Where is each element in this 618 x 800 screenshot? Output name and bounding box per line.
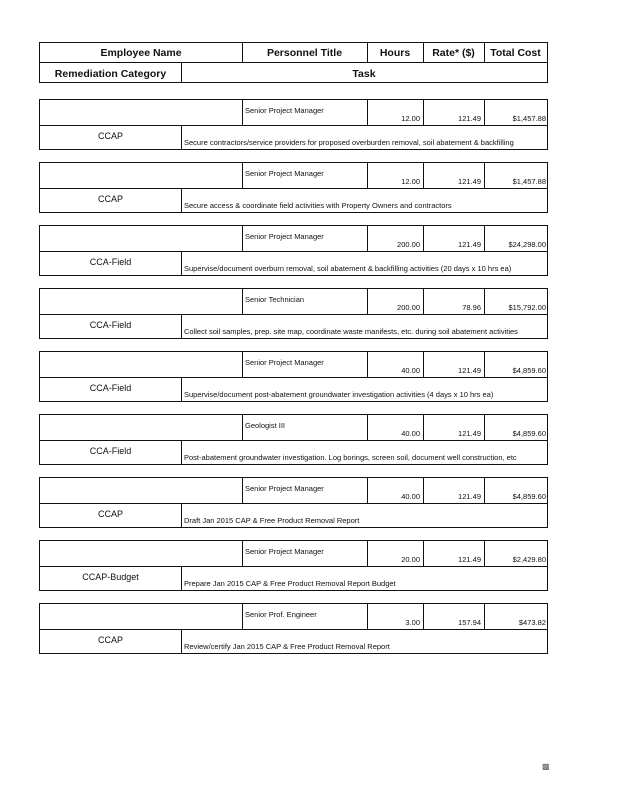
header-divider: [40, 62, 547, 63]
row-divider: [242, 541, 243, 566]
row-divider: [242, 163, 243, 188]
row-divider: [242, 352, 243, 377]
personnel-title: Senior Project Manager: [245, 232, 324, 241]
task-description: Draft Jan 2015 CAP & Free Product Removal Report: [184, 516, 360, 525]
personnel-title: Senior Project Manager: [245, 106, 324, 115]
table-row: [39, 477, 548, 528]
task-description: Review/certify Jan 2015 CAP & Free Product Removal Report: [184, 642, 390, 651]
row-divider: [40, 629, 547, 630]
total-cost-value: $2,429.80: [512, 555, 546, 564]
row-divider: [40, 566, 547, 567]
remediation-category: CCA-Field: [89, 446, 132, 456]
row-divider: [40, 314, 547, 315]
remediation-category: CCAP-Budget: [82, 572, 139, 582]
row-divider: [181, 315, 182, 338]
table-header: [39, 42, 548, 83]
total-cost-value: $4,859.60: [512, 429, 546, 438]
row-divider: [181, 504, 182, 527]
hours-value: 12.00: [401, 114, 420, 123]
header-remediation-category: Remediation Category: [54, 68, 167, 80]
remediation-category: CCAP: [97, 194, 123, 204]
header-total-cost: Total Cost: [490, 47, 541, 59]
task-description: Secure access & coordinate field activities with Property Owners and contractors: [184, 201, 452, 210]
task-description: Prepare Jan 2015 CAP & Free Product Removal Report Budget: [184, 579, 396, 588]
hours-value: 200.00: [397, 303, 420, 312]
personnel-title: Geologist III: [245, 421, 286, 430]
page-corner-mark: ▩: [542, 762, 550, 771]
task-description: Collect soil samples, prep. site map, coordinate waste manifests, etc. during soil abatement activities: [184, 327, 518, 336]
rate-value: 121.49: [458, 429, 481, 438]
remediation-category: CCAP: [97, 131, 123, 141]
hours-value: 3.00: [405, 618, 420, 627]
table-row: [39, 540, 548, 591]
row-divider: [242, 478, 243, 503]
hours-value: 20.00: [401, 555, 420, 564]
total-cost-value: $473.82: [518, 618, 546, 627]
table-row: [39, 603, 548, 654]
table-row: [39, 288, 548, 339]
total-cost-value: $4,859.60: [512, 492, 546, 501]
task-description: Post-abatement groundwater investigation. Log borings, screen soil, document well construction, etc: [184, 453, 517, 462]
table-row: [39, 99, 548, 150]
rate-value: 121.49: [458, 555, 481, 564]
header-personnel-title: Personnel Title: [266, 47, 343, 59]
rate-value: 78.96: [462, 303, 481, 312]
row-divider: [181, 441, 182, 464]
hours-value: 12.00: [401, 177, 420, 186]
rate-value: 121.49: [458, 366, 481, 375]
hours-value: 200.00: [397, 240, 420, 249]
personnel-title: Senior Project Manager: [245, 358, 324, 367]
remediation-category: CCAP: [97, 509, 123, 519]
row-divider: [40, 377, 547, 378]
rate-value: 157.94: [458, 618, 481, 627]
table-row: [39, 351, 548, 402]
row-divider: [40, 440, 547, 441]
rate-value: 121.49: [458, 240, 481, 249]
row-divider: [242, 604, 243, 629]
total-cost-value: $15,792.00: [508, 303, 546, 312]
row-divider: [242, 226, 243, 251]
rate-value: 121.49: [458, 177, 481, 186]
remediation-category: CCAP: [97, 635, 123, 645]
task-description: Supervise/document overburn removal, soil abatement & backfilling activities (20 days x 10 hrs ea): [184, 264, 512, 273]
rate-value: 121.49: [458, 492, 481, 501]
total-cost-value: $4,859.60: [512, 366, 546, 375]
row-divider: [40, 188, 547, 189]
row-divider: [181, 630, 182, 653]
row-divider: [181, 252, 182, 275]
personnel-title: Senior Project Manager: [245, 547, 324, 556]
table-row: [39, 162, 548, 213]
row-divider: [181, 189, 182, 212]
remediation-category: CCA-Field: [89, 257, 132, 267]
row-divider: [181, 126, 182, 149]
row-divider: [40, 125, 547, 126]
header-task: Task: [352, 68, 376, 80]
table-row: [39, 414, 548, 465]
personnel-title: Senior Technician: [245, 295, 305, 304]
task-description: Supervise/document post-abatement groundwater investigation activities (4 days x 10 hrs ea): [184, 390, 494, 399]
remediation-category: CCA-Field: [89, 320, 132, 330]
remediation-category: CCA-Field: [89, 383, 132, 393]
header-hours: Hours: [379, 47, 411, 59]
row-divider: [40, 503, 547, 504]
header-rate: Rate* ($): [432, 47, 475, 59]
hours-value: 40.00: [401, 492, 420, 501]
header-employee-name: Employee Name: [100, 47, 182, 59]
personnel-title: Senior Project Manager: [245, 169, 324, 178]
hours-value: 40.00: [401, 366, 420, 375]
total-cost-value: $1,457.88: [512, 177, 546, 186]
total-cost-value: $1,457.88: [512, 114, 546, 123]
personnel-title: Senior Prof. Engineer: [245, 610, 317, 619]
row-divider: [242, 415, 243, 440]
row-divider: [40, 251, 547, 252]
table-row: [39, 225, 548, 276]
row-divider: [181, 567, 182, 590]
hours-value: 40.00: [401, 429, 420, 438]
row-divider: [242, 289, 243, 314]
total-cost-value: $24,298.00: [508, 240, 546, 249]
row-divider: [181, 378, 182, 401]
personnel-title: Senior Project Manager: [245, 484, 324, 493]
task-description: Secure contractors/service providers for proposed overburden removal, soil abatement & backfilling: [184, 138, 514, 147]
row-divider: [242, 100, 243, 125]
rate-value: 121.49: [458, 114, 481, 123]
